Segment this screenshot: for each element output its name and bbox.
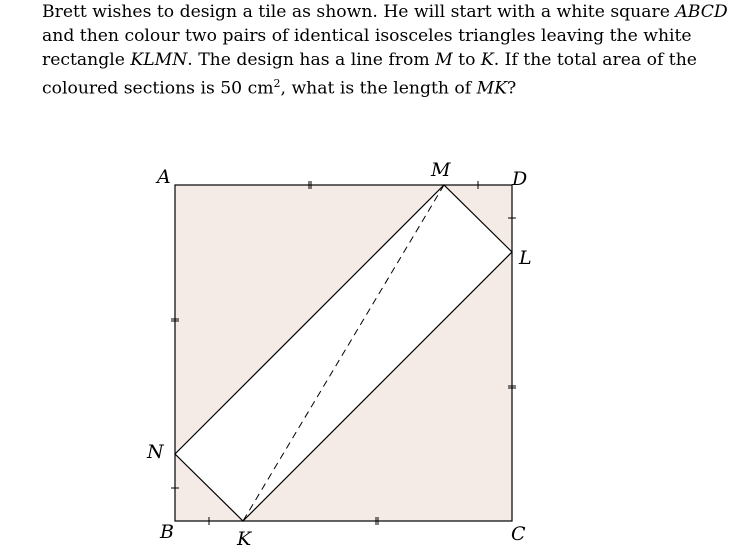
math-klmn: KLMN (130, 50, 188, 70)
superscript-2: 2 (273, 77, 281, 90)
vertex-label-b: B (160, 521, 174, 543)
vertex-label-d: D (512, 168, 528, 190)
problem-text-segment: coloured sections is 50 cm (42, 78, 274, 99)
problem-text-segment: . The design has a line from (187, 50, 436, 70)
problem-text-segment: , what is the length of (280, 78, 477, 99)
problem-text-segment: and then colour two pairs of identical isosceles triangles leaving the white (42, 26, 692, 46)
problem-text-segment: rectangle (42, 50, 131, 70)
vertex-label-m: M (431, 159, 451, 181)
vertex-label-c: C (511, 523, 526, 545)
vertex-label-n: N (147, 441, 164, 463)
problem-text-segment: to (452, 50, 481, 70)
vertex-label-l: L (519, 247, 532, 269)
problem-text-segment: Brett wishes to design a tile as shown. He will start with a white square (42, 2, 676, 22)
problem-text-segment: . If the total area of the (493, 50, 697, 70)
math-m: M (435, 50, 453, 70)
vertex-label-a: A (157, 166, 171, 188)
math-abcd: ABCD (675, 2, 728, 22)
vertex-label-k: K (237, 528, 252, 550)
math-mk: MK (476, 78, 508, 99)
math-k: K (480, 50, 494, 70)
problem-text-segment: ? (507, 78, 517, 99)
